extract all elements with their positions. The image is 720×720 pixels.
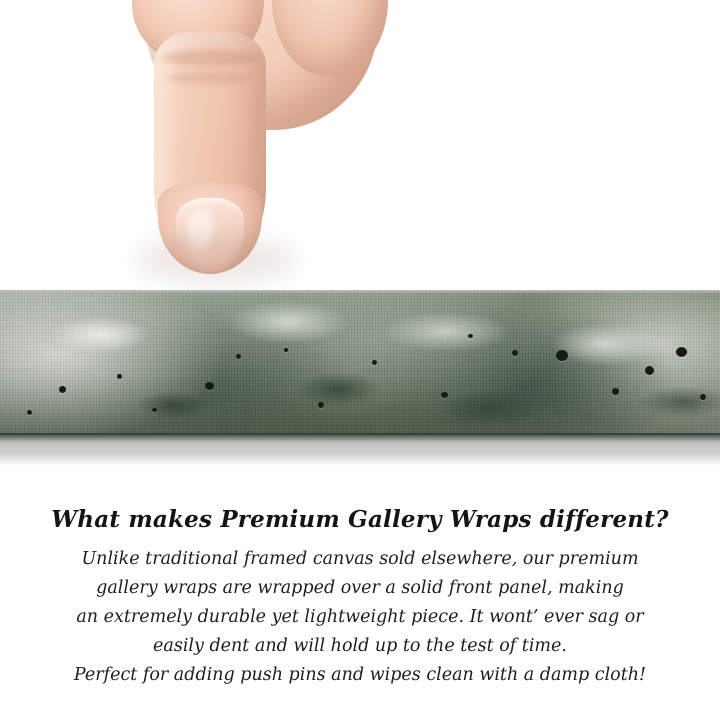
hand-photo xyxy=(0,0,720,292)
canvas-speckle xyxy=(441,392,448,398)
canvas-speckle xyxy=(700,394,706,400)
hand-illustration xyxy=(96,0,396,292)
canvas-speckle xyxy=(284,348,288,352)
canvas-texture-mottle xyxy=(0,290,720,450)
canvas-speckle xyxy=(372,360,377,365)
hand-shadow xyxy=(136,234,296,286)
canvas-speckle xyxy=(512,350,518,356)
canvas-drop-shadow xyxy=(0,450,720,466)
finger-crease-upper xyxy=(162,50,258,66)
canvas-speckle xyxy=(205,382,214,390)
canvas-speckle xyxy=(645,366,654,375)
canvas-speckle xyxy=(556,350,568,361)
copy-line: easily dent and will hold up to the test of time. xyxy=(153,636,567,656)
canvas-speckle xyxy=(236,354,241,359)
canvas-speckle xyxy=(676,347,687,357)
canvas-speckle xyxy=(318,402,324,408)
canvas-speckle xyxy=(59,386,66,393)
canvas-speckle xyxy=(152,408,157,412)
copy-headline: What makes Premium Gallery Wraps different? xyxy=(51,506,669,533)
canvas-wrap-edge xyxy=(0,290,720,450)
finger-crease-lower xyxy=(168,72,252,84)
copy-line: Perfect for adding push pins and wipes clean with a damp cloth! xyxy=(73,665,647,685)
canvas-bottom-lip xyxy=(0,433,720,450)
canvas-speckle xyxy=(117,374,122,379)
copy-line: Unlike traditional framed canvas sold elsewhere, our premium xyxy=(81,549,639,569)
copy-line: gallery wraps are wrapped over a solid front panel, making xyxy=(96,578,624,598)
canvas-speckle xyxy=(27,410,32,415)
copy-body xyxy=(0,545,720,690)
marketing-copy xyxy=(0,466,720,720)
canvas-speckle xyxy=(612,388,619,395)
copy-line: an extremely durable yet lightweight piece. It wont’ ever sag or xyxy=(76,607,644,627)
canvas-speckle xyxy=(468,334,473,338)
